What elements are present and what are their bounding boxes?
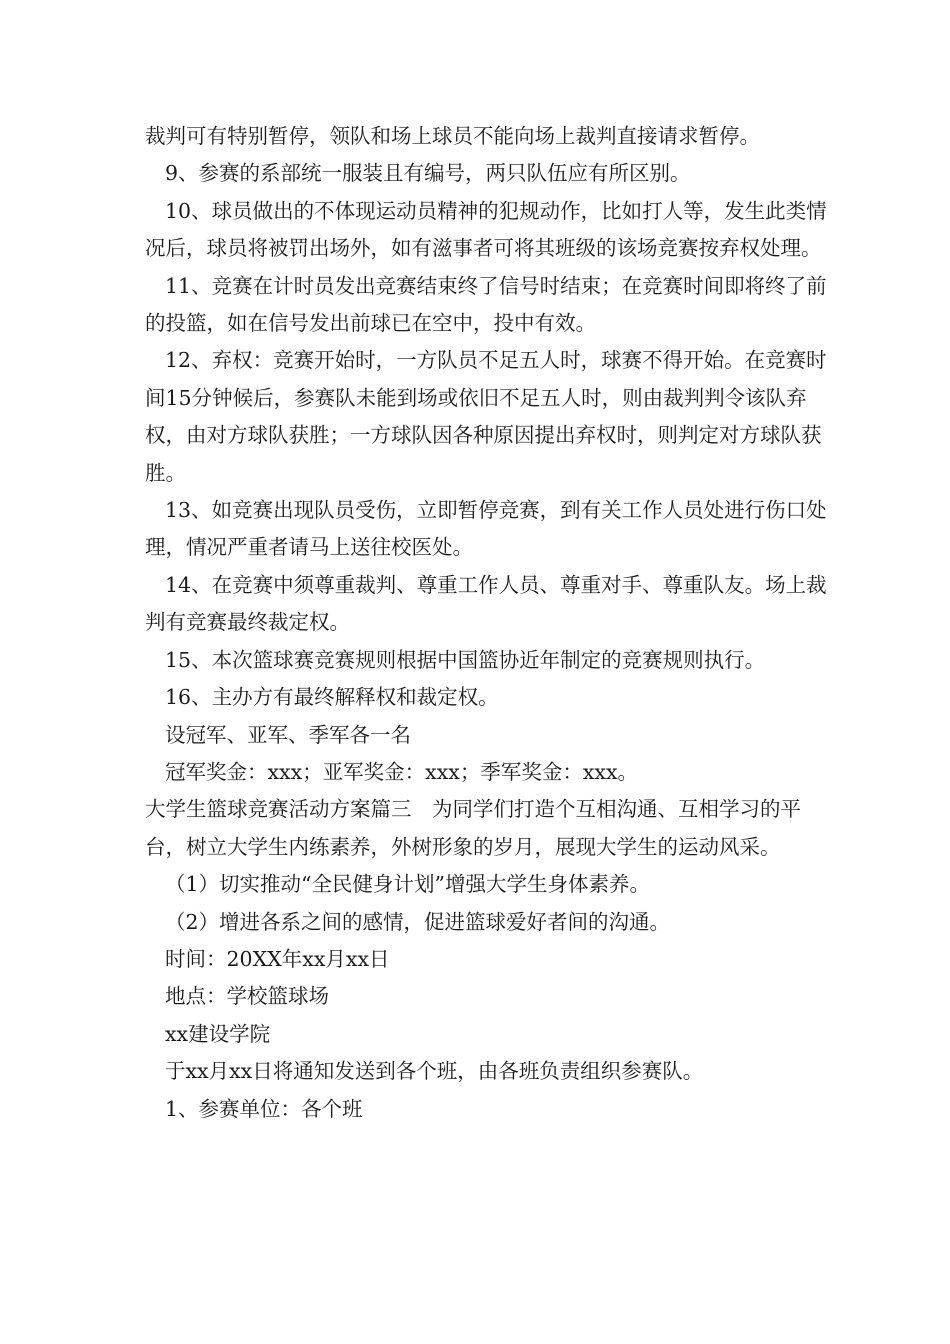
paragraph-goal-1: （1）切实推动“全民健身计划”增强大学生身体素养。 — [165, 872, 651, 897]
paragraph-organizer: xx建设学院 — [165, 1021, 271, 1046]
paragraph-time: 时间：20XX年xx月xx日 — [165, 946, 390, 971]
paragraph-rule-16: 16、主办方有最终解释权和裁定权。 — [165, 685, 499, 710]
paragraph-notification: 于xx月xx日将通知发送到各个班，由各班负责组织参赛队。 — [165, 1059, 704, 1084]
paragraph-section-three: 大学生篮球竞赛活动方案篇三 为同学们打造个互相沟通、互相学习的平台，树立大学生内练素养，外树形象的岁月，展现大学生的运动风采。 — [145, 797, 801, 859]
document-body — [145, 118, 835, 1128]
paragraph-rule-11: 11、竞赛在计时员发出竞赛结束终了信号时结束；在竞赛时间即将终了前的投篮，如在信号发出前球已在空中，投中有效。 — [145, 273, 827, 336]
paragraph-rule-9: 9、参赛的系部统一服装且有编号，两只队伍应有所区别。 — [165, 161, 691, 186]
paragraph-location: 地点：学校篮球场 — [165, 984, 329, 1009]
paragraph-rule-14: 14、在竞赛中须尊重裁判、尊重工作人员、尊重对手、尊重队友。场上裁判有竞赛最终裁定权。 — [145, 572, 827, 635]
paragraph-goal-2: （2）增进各系之间的感情，促进篮球爱好者间的沟通。 — [165, 909, 671, 934]
paragraph-rule-15: 15、本次篮球赛竞赛规则根据中国篮协近年制定的竞赛规则执行。 — [165, 647, 766, 672]
paragraph-timeout-rule: 裁判可有特别暂停，领队和场上球员不能向场上裁判直接请求暂停。 — [145, 124, 760, 148]
paragraph-rule-13: 13、如竞赛出现队员受伤，立即暂停竞赛，到有关工作人员处进行伤口处理，情况严重者请马上送往校医处。 — [145, 498, 827, 560]
paragraph-rule-12: 12、弃权：竞赛开始时，一方队员不足五人时，球赛不得开始。在竞赛时间15分钟候后，参赛队未能到场或依旧不足五人时，则由裁判判令该队弃权，由对方球队获胜；一方球队因各种原因提出弃权时，则判定对方球队获胜。 — [145, 348, 827, 485]
paragraph-awards: 设冠军、亚军、季军各一名 — [165, 722, 411, 747]
paragraph-prize-money: 冠军奖金：xxx；亚军奖金：xxx；季军奖金：xxx。 — [165, 759, 639, 784]
paragraph-participants: 1、参赛单位：各个班 — [165, 1096, 363, 1121]
paragraph-rule-10: 10、球员做出的不体现运动员精神的犯规动作，比如打人等，发生此类情况后，球员将被罚出场外，如有滋事者可将其班级的该场竞赛按弃权处理。 — [145, 198, 827, 261]
